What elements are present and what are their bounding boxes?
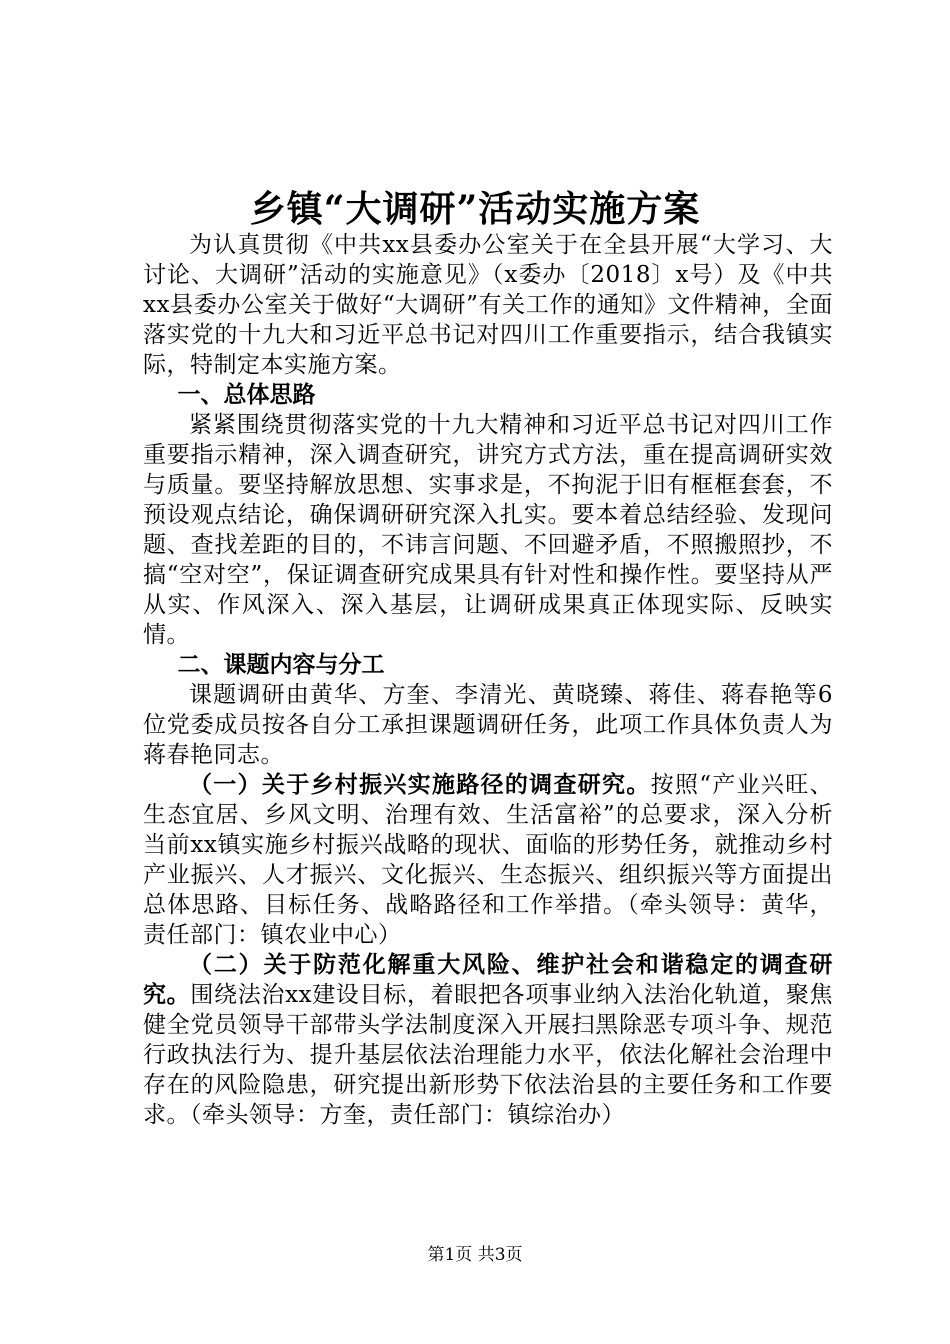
topic-item-body: 围绕法治xx建设目标，着眼把各项事业纳入法治化轨道，聚焦健全党员领导干部带头学法制度深入开展扫黑除恶专项斗争、规范行政执法行为、提升基层依法治理能力水平，依法化解社会治理中存在的风险隐患，研究提出新形势下依法治县的主要任务和工作要求。（牵头领导：方奎，责任部门：镇综治办） — [143, 982, 834, 1128]
page-number-footer: 第1页 共3页 — [427, 1245, 523, 1265]
document-body — [143, 230, 833, 1130]
section-heading-topics: 二、课题内容与分工 — [177, 652, 385, 678]
section-paragraph-topics: 课题调研由黄华、方奎、李清光、黄晓臻、蒋佳、蒋春艳等6位党委成员按各自分工承担课题调研任务，此项工作具体负责人为蒋春艳同志。 — [143, 682, 833, 768]
topic-item-lead: （二）关于防范化解重大风险、维护社会和谐稳定的调查研究。 — [143, 951, 833, 1008]
intro-paragraph: 为认真贯彻《中共xx县委办公室关于在全县开展“大学习、大讨论、大调研”活动的实施意见》（x委办〔2018〕x号）及《中共xx县委办公室关于做好“大调研”有关工作的通知》文件精神，全面落实党的十九大和习近平总书记对四川工作重要指示，结合我镇实际，特制定本实施方案。 — [143, 232, 833, 378]
topic-item-rural-revitalization — [143, 770, 833, 950]
section-paragraph-overall: 紧紧围绕贯彻落实党的十九大精神和习近平总书记对四川工作重要指示精神，深入调查研究，讲究方式方法，重在提高调研实效与质量。要坚持解放思想、实事求是，不拘泥于旧有框框套套，不预设观点结论，确保调研研究深入扎实。要本着总结经验、发现问题、查找差距的目的，不讳言问题、不回避矛盾，不照搬照抄，不搞“空对空”，保证调查研究成果具有针对性和操作性。要坚持从严从实、作风深入、深入基层，让调研成果真正体现实际、反映实情。 — [143, 412, 833, 648]
document-title: 乡镇“大调研”活动实施方案 — [249, 188, 701, 230]
section-heading-overall: 一、总体思路 — [177, 382, 316, 408]
topic-item-body: 按照“产业兴旺、生态宜居、乡风文明、治理有效、生活富裕”的总要求，深入分析当前xx镇实施乡村振兴战略的现状、面临的形势任务，就推动乡村产业振兴、人才振兴、文化振兴、生态振兴、组织振兴等方面提出总体思路、目标任务、战略路径和工作举措。（牵头领导：黄华，责任部门：镇农业中心） — [143, 772, 833, 948]
topic-item-risk-prevention — [143, 950, 833, 1130]
topic-item-lead: （一）关于乡村振兴实施路径的调查研究。 — [189, 771, 651, 798]
